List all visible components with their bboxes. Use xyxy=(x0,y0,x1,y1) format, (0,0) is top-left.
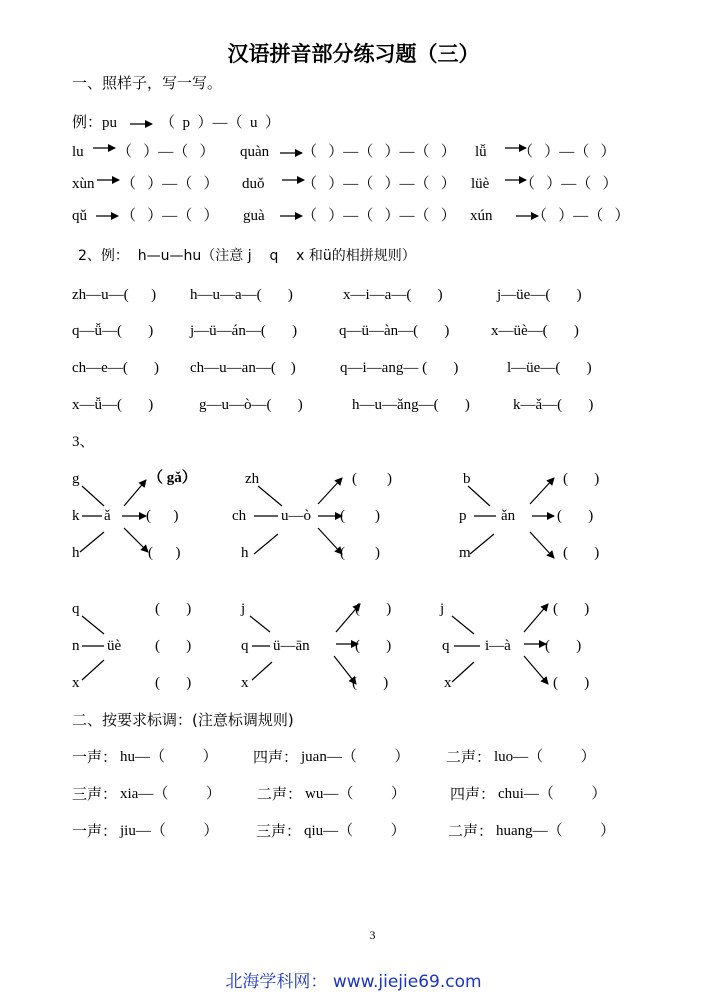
connector-line xyxy=(254,534,278,554)
g3-ans-mid: ( ) xyxy=(557,508,594,524)
g1-final: ǎ xyxy=(104,508,111,524)
s1-word: lüè xyxy=(471,176,490,192)
s1-blanks: （ ）—（ ） xyxy=(518,144,616,160)
g5-initial-mid: q xyxy=(241,638,249,654)
s2-item: h—u—a—( ) xyxy=(190,287,293,303)
g1-initial-mid: k xyxy=(72,508,80,524)
s2-item: j—ü—án—( ) xyxy=(190,323,298,339)
g3-initial-bot: m xyxy=(459,545,471,561)
g3-initial-mid: p xyxy=(459,508,467,524)
s2-item: q—ǚ—( ) xyxy=(72,323,154,339)
s1-blanks: （ ）—（ ） xyxy=(520,176,618,192)
g3-ans-bot: ( ) xyxy=(563,545,600,561)
tone-label: 四声： xyxy=(450,785,496,803)
s1-word: guà xyxy=(243,208,265,224)
connector-line xyxy=(80,532,104,552)
example-answer: （ p ）—（ u ） xyxy=(160,115,281,131)
arrow-icon xyxy=(524,604,548,632)
g2-initial-top: zh xyxy=(245,471,260,487)
g4-ans-bot: ( ) xyxy=(155,675,192,691)
g5-ans-top: ( ) xyxy=(355,601,392,617)
g1-initial-top: g xyxy=(72,471,80,487)
page-number: 3 xyxy=(369,928,376,942)
s2-item: q—ü—àn—( ) xyxy=(339,323,450,339)
page-title: 汉语拼音部分练习题（三） xyxy=(227,42,480,66)
s1-word: lu xyxy=(72,144,84,160)
g2-initial-mid: ch xyxy=(232,508,247,524)
s2-item: g—u—ò—( ) xyxy=(199,397,303,413)
g5-initial-top: j xyxy=(241,601,246,617)
section1-heading: 一、照样子，写一写。 xyxy=(72,74,223,92)
s2-item: x—ǚ—( ) xyxy=(72,397,154,413)
connector-line xyxy=(82,616,104,634)
g6-final: i—à xyxy=(485,638,511,654)
g1-ans-mid: ( ) xyxy=(146,508,179,524)
s1-blanks: （ ）—（ ）—（ ） xyxy=(302,208,456,224)
s1-blanks: （ ）—（ ） xyxy=(121,208,219,224)
section2-heading: 2、例： h—u—hu（注意 j q x 和ü的相拼规则） xyxy=(78,248,416,264)
tone-label: 四声： xyxy=(253,748,299,766)
tone-blank: xia—（ ） xyxy=(120,786,221,802)
s1-word: xún xyxy=(470,208,493,224)
s1-word: duǒ xyxy=(242,176,265,192)
connector-line xyxy=(250,616,270,632)
g5-initial-bot: x xyxy=(241,675,249,691)
connector-line xyxy=(470,534,494,554)
s2-item: h—u—ǎng—( ) xyxy=(352,397,470,413)
s1-word: qǔ xyxy=(72,208,87,224)
g1-ans-bot: ( ) xyxy=(148,545,181,561)
g6-initial-mid: q xyxy=(442,638,450,654)
tone-blank: jiu—（ ） xyxy=(120,823,219,839)
g4-final: üè xyxy=(107,638,122,654)
arrow-icon xyxy=(318,528,342,554)
s1-word: xùn xyxy=(72,176,95,192)
arrow-icon xyxy=(124,528,148,552)
footer-watermark: 北海学科网： www.jiejie69.com xyxy=(225,972,482,992)
s1-blanks: （ ）—（ ）—（ ） xyxy=(302,176,456,192)
g6-ans-mid: ( ) xyxy=(545,638,582,654)
s1-blanks: （ ）—（ ） xyxy=(532,208,630,224)
tone-label: 二声： xyxy=(257,785,303,803)
g1-ans-top: （ gǎ） xyxy=(148,470,197,486)
tone-blank: qiu—（ ） xyxy=(304,823,406,839)
g5-ans-bot: ( ) xyxy=(352,675,389,691)
g5-ans-mid: ( ) xyxy=(355,638,392,654)
g3-ans-top: ( ) xyxy=(563,471,600,487)
g6-initial-top: j xyxy=(440,601,445,617)
g4-initial-mid: n xyxy=(72,638,80,654)
tone-blank: hu—（ ） xyxy=(120,749,218,765)
section3-heading: 3、 xyxy=(72,434,95,450)
s2-item: ch—e—( ) xyxy=(72,360,160,376)
g4-ans-mid: ( ) xyxy=(155,638,192,654)
arrow-icon xyxy=(530,478,554,504)
tone-label: 三声： xyxy=(256,822,302,840)
g4-ans-top: ( ) xyxy=(155,601,192,617)
s2-item: q—i—ang— ( ) xyxy=(340,360,459,376)
arrow-icon xyxy=(524,656,548,684)
connector-line xyxy=(252,662,272,680)
g2-ans-mid: ( ) xyxy=(340,508,380,524)
tone-label: 三声： xyxy=(72,785,118,803)
s2-item: k—ǎ—( ) xyxy=(513,397,594,413)
g2-ans-bot: ( ) xyxy=(340,545,380,561)
g2-final: u—ò xyxy=(281,508,311,524)
g6-ans-bot: ( ) xyxy=(553,675,590,691)
s2-item: j—üe—( ) xyxy=(497,287,582,303)
arrow-icon xyxy=(530,532,554,558)
g2-initial-bot: h xyxy=(241,545,249,561)
connector-line xyxy=(82,660,104,680)
tone-blank: luo—（ ） xyxy=(494,749,596,765)
tone-label: 一声： xyxy=(72,748,118,766)
g3-final: ǎn xyxy=(501,508,516,524)
section4-heading: 二、按要求标调：(注意标调规则) xyxy=(72,711,294,729)
s2-item: x—i—a—( ) xyxy=(343,287,443,303)
tone-label: 二声： xyxy=(448,822,494,840)
tone-blank: chui—（ ） xyxy=(498,786,607,802)
tone-label: 二声： xyxy=(446,748,492,766)
s1-word: quàn xyxy=(240,144,270,160)
g5-final: ü—ān xyxy=(273,638,310,654)
connector-line xyxy=(258,486,282,506)
s2-item: zh—u—( ) xyxy=(72,287,157,303)
connector-line xyxy=(82,486,104,506)
arrow-icon xyxy=(318,478,342,504)
connector-line xyxy=(452,616,474,634)
s1-blanks: （ ）—（ ） xyxy=(121,176,219,192)
g2-ans-top: ( ) xyxy=(352,471,392,487)
connector-line xyxy=(452,662,474,682)
arrow-icon xyxy=(124,480,146,506)
s2-item: l—üe—( ) xyxy=(507,360,592,376)
tone-blank: wu—（ ） xyxy=(305,786,406,802)
connector-line xyxy=(468,486,490,506)
s2-item: ch—u—an—( ) xyxy=(190,360,296,376)
s1-word: lǚ xyxy=(475,144,487,160)
tone-blank: huang—（ ） xyxy=(496,823,616,839)
s1-blanks: （ ）—（ ）—（ ） xyxy=(302,144,456,160)
g4-initial-top: q xyxy=(72,601,80,617)
g1-initial-bot: h xyxy=(72,545,80,561)
g6-initial-bot: x xyxy=(444,675,452,691)
g3-initial-top: b xyxy=(463,471,471,487)
g6-ans-top: ( ) xyxy=(553,601,590,617)
tone-label: 一声： xyxy=(72,822,118,840)
g4-initial-bot: x xyxy=(72,675,80,691)
s2-item: x—üè—( ) xyxy=(491,323,579,339)
s1-blanks: （ ）—（ ） xyxy=(117,144,215,160)
example-word: 例：pu xyxy=(72,115,118,131)
tone-blank: juan—（ ） xyxy=(301,749,410,765)
